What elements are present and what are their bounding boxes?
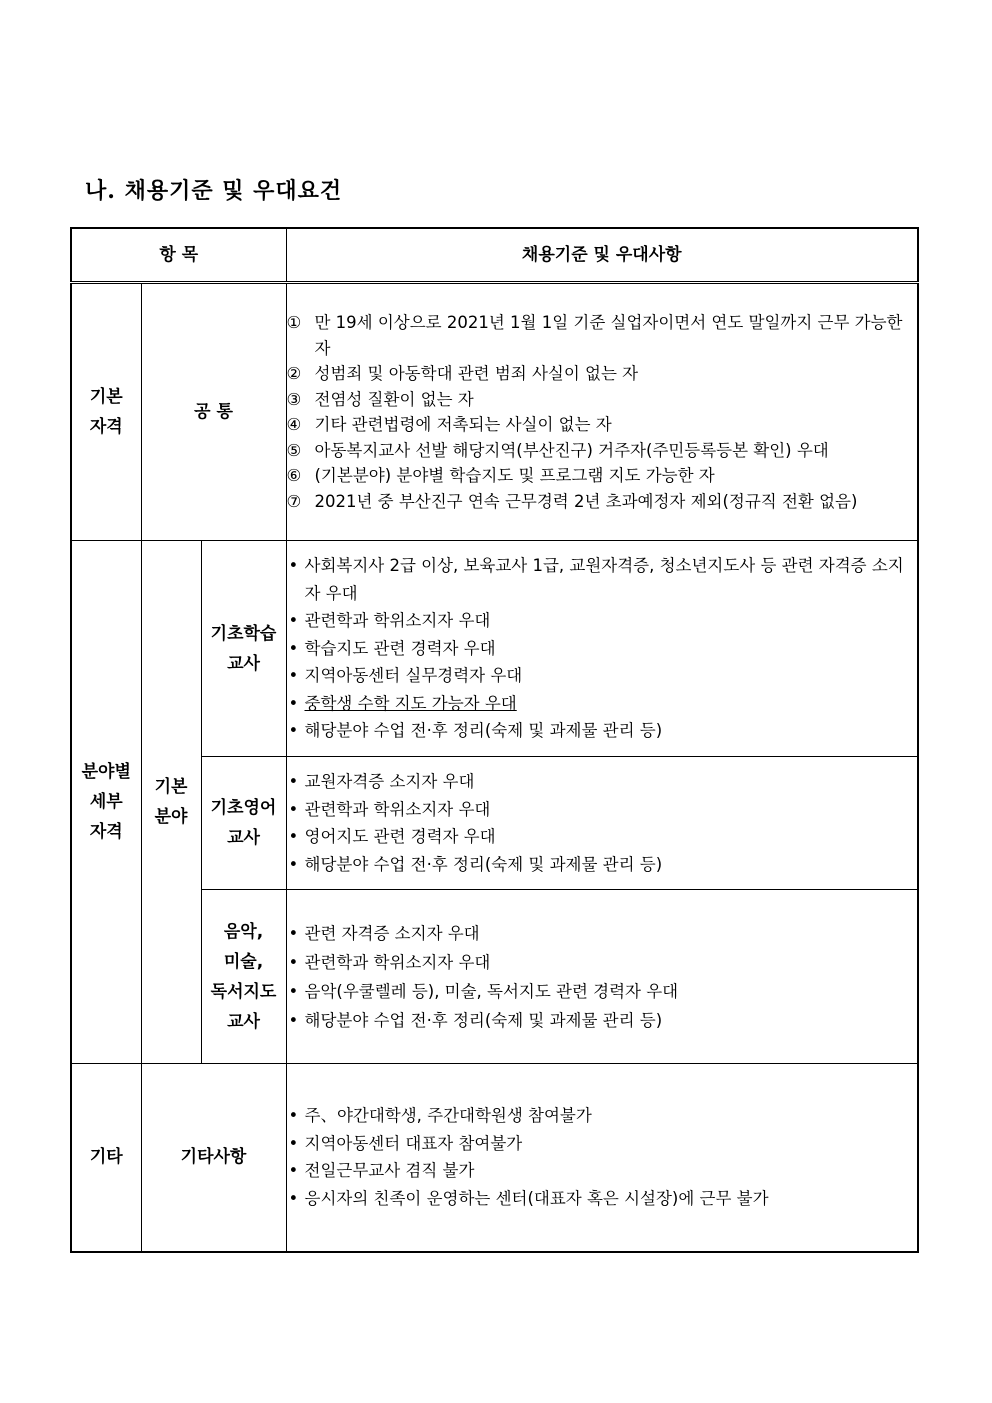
item-number: ⑥ <box>286 466 302 485</box>
list-item-text: 지역아동센터 실무경력자 우대 <box>304 666 523 686</box>
list-item <box>287 1185 918 1213</box>
group-name: 음악, 미술, 독서지도 교사 <box>201 890 286 1064</box>
list-item-text: 사회복지사 2급 이상, 보육교사 1급, 교원자격증, 청소년지도사 등 관련 자격증 소지자 우대 <box>304 556 904 603</box>
list-item-text: 관련학과 학위소지자 우대 <box>304 952 491 972</box>
list-item-text: 음악(우쿨렐레 등), 미술, 독서지도 관련 경력자 우대 <box>304 981 679 1001</box>
list-item-text: 교원자격증 소지자 우대 <box>304 772 475 791</box>
list-item-text: 영어지도 관련 경력자 우대 <box>304 827 496 846</box>
list-item <box>287 1006 918 1035</box>
list-item-text: 해당분야 수업 전·후 정리(숙제 및 과제물 관리 등) <box>304 721 663 741</box>
group-name: 기초영어 교사 <box>201 757 286 890</box>
list-item-text: 지역아동센터 대표자 참여불가 <box>304 1133 523 1153</box>
list-item-text: 관련 자격증 소지자 우대 <box>304 923 480 943</box>
basic-item <box>287 412 918 438</box>
header-item: 항 목 <box>71 228 286 283</box>
group-content <box>286 541 918 757</box>
item-number: ② <box>286 364 302 383</box>
field-row-1 <box>71 541 918 757</box>
basic-list <box>287 310 918 514</box>
item-text: 전염성 질환이 없는 자 <box>314 389 474 409</box>
item-number: ⑦ <box>286 491 302 511</box>
field-category: 분야별 세부 자격 <box>71 541 141 1064</box>
item-text: 2021년 중 부산진구 연속 근무경력 2년 초과예정자 제외(정규직 전환 없음) <box>314 491 858 511</box>
section-heading: 나. 채용기준 및 우대요건 <box>85 178 343 204</box>
list-item-text: 학습지도 관련 경력자 우대 <box>304 638 496 658</box>
list-item <box>287 768 918 796</box>
basic-category: 기본 자격 <box>71 283 141 541</box>
group-content <box>286 890 918 1064</box>
list-item <box>287 948 918 977</box>
list-item <box>287 977 918 1006</box>
etc-content <box>286 1064 918 1252</box>
etc-category: 기타 <box>71 1064 141 1252</box>
item-number: ④ <box>286 415 302 434</box>
basic-content <box>286 283 918 541</box>
group-list <box>287 768 918 878</box>
item-text: 성범죄 및 아동학대 관련 범죄 사실이 없는 자 <box>314 364 639 383</box>
list-item-text: 관련학과 학위소지자 우대 <box>304 611 491 631</box>
list-item-text: 중학생 수학 지도 가능자 우대 <box>304 693 517 713</box>
list-item <box>287 851 918 879</box>
list-item-text: 관련학과 학위소지자 우대 <box>304 799 491 819</box>
list-item-text: 해당분야 수업 전·후 정리(숙제 및 과제물 관리 등) <box>304 1010 663 1030</box>
etc-row <box>71 1064 918 1252</box>
field-sub: 기본 분야 <box>141 541 201 1064</box>
list-item-text: 전일근무교사 겸직 불가 <box>304 1161 475 1181</box>
basic-row <box>71 283 918 541</box>
item-text: 아동복지교사 선발 해당지역(부산진구) 거주자(주민등록등본 확인) 우대 <box>314 440 829 460</box>
list-item <box>287 552 918 607</box>
list-item <box>287 717 918 745</box>
basic-sub: 공 통 <box>141 283 286 541</box>
list-item <box>287 690 918 718</box>
etc-list <box>287 1102 918 1212</box>
list-item <box>287 1130 918 1158</box>
basic-item <box>287 361 918 387</box>
item-text: (기본분야) 분야별 학습지도 및 프로그램 지도 가능한 자 <box>314 466 715 485</box>
group-content <box>286 757 918 890</box>
header-criteria: 채용기준 및 우대사항 <box>286 228 918 283</box>
item-text: 기타 관련법령에 저촉되는 사실이 없는 자 <box>314 415 612 434</box>
basic-item <box>287 310 918 361</box>
list-item-text: 주、야간대학생, 주간대학원생 참여불가 <box>304 1106 592 1126</box>
group-list <box>287 919 918 1035</box>
basic-item <box>287 489 918 515</box>
group-list <box>287 552 918 745</box>
list-item <box>287 823 918 851</box>
list-item-text: 응시자의 친족이 운영하는 센터(대표자 혹은 시설장)에 근무 불가 <box>304 1188 769 1208</box>
item-text: 만 19세 이상으로 2021년 1월 1일 기준 실업자이면서 연도 말일까지 근무 가능한 자 <box>314 313 903 358</box>
list-item <box>287 796 918 824</box>
list-item <box>287 919 918 948</box>
group-name: 기초학습 교사 <box>201 541 286 757</box>
list-item <box>287 662 918 690</box>
item-number: ⑤ <box>286 440 302 460</box>
list-item <box>287 1102 918 1130</box>
item-number: ③ <box>286 389 302 409</box>
list-item <box>287 635 918 663</box>
criteria-table <box>70 227 919 1253</box>
basic-item <box>287 387 918 413</box>
basic-item <box>287 463 918 489</box>
list-item-text: 해당분야 수업 전·후 정리(숙제 및 과제물 관리 등) <box>304 854 663 874</box>
item-number: ① <box>286 313 302 332</box>
table-header-row <box>71 228 918 283</box>
etc-sub: 기타사항 <box>141 1064 286 1252</box>
basic-item <box>287 438 918 464</box>
list-item <box>287 1157 918 1185</box>
list-item <box>287 607 918 635</box>
